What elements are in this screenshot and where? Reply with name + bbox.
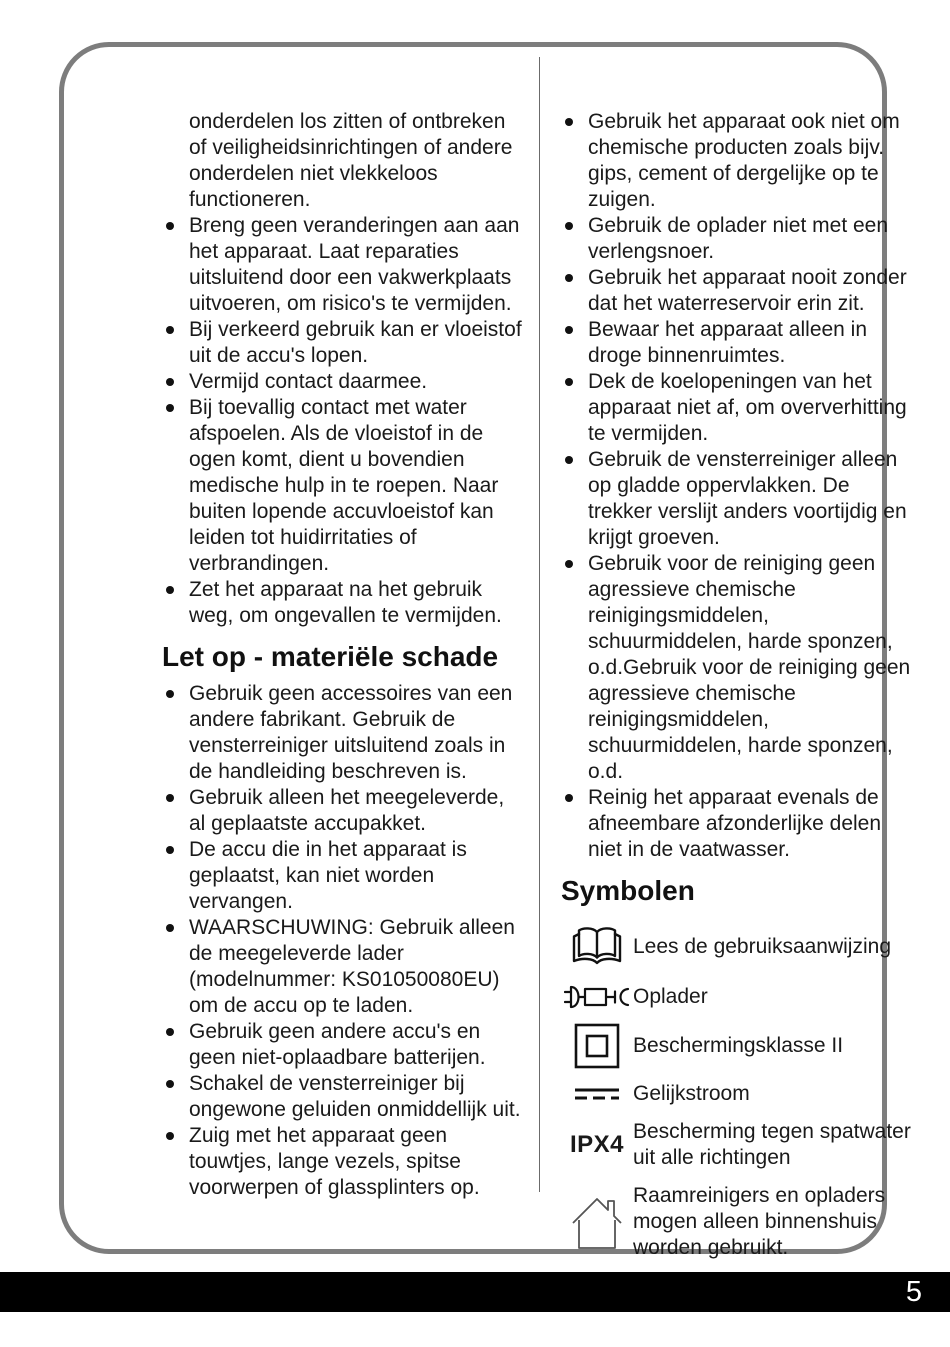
bullet-item: Bij toevallig contact met water afspoelen. Als de vloeistof in de ogen komt, dient u bovendien medische hulp in te roepen. Naar buiten lopende accuvloeistof kan leiden tot huidirritaties of verbrandingen. (162, 395, 523, 577)
bullet-item: Bewaar het apparaat alleen in droge binnenruimtes. (561, 317, 914, 369)
bullet-item: WAARSCHUWING: Gebruik alleen de meegeleverde lader (modelnummer: KS01050080EU) om de accu op te laden. (162, 915, 523, 1019)
symbol-label: Gelijkstroom (633, 1082, 750, 1105)
bullet-item: Gebruik geen accessoires van een andere fabrikant. Gebruik de vensterreiniger uitsluitend zoals in de handleiding beschreven is. (162, 681, 523, 785)
bullet-item: Schakel de vensterreiniger bij ongewone geluiden onmiddellijk uit. (162, 1071, 523, 1123)
symbol-row-ipx4 (561, 1119, 914, 1171)
material-damage-bullet-list (162, 681, 523, 1201)
ipx4-code: IPX4 (569, 1131, 625, 1158)
right-bullet-list (561, 109, 914, 863)
page-border-frame (59, 42, 911, 1259)
symbol-label: Bescherming tegen spatwater uit alle richtingen (633, 1120, 911, 1169)
symbol-row-protection-class (561, 1023, 914, 1069)
bullet-item: Gebruik voor de reiniging geen agressieve chemische reinigingsmiddelen, schuurmiddelen, harde sponzen, o.d.Gebruik voor de reiniging geen agressieve chemische reinigingsmiddelen, schuurmiddelen, harde sponzen, o.d. (561, 551, 914, 785)
protection-class-2-icon (561, 1023, 633, 1069)
footer-bar (0, 1272, 950, 1312)
symbol-row-direct-current (561, 1081, 914, 1107)
bullet-item: Vermijd contact daarmee. (162, 369, 523, 395)
bullet-item: Gebruik de vensterreiniger alleen op gladde oppervlakken. De trekker verslijt anders voortijdig en krijgt groeven. (561, 447, 914, 551)
bullet-item: Gebruik de oplader niet met een verlengsnoer. (561, 213, 914, 265)
symbol-label: Beschermingsklasse II (633, 1034, 844, 1057)
bullet-item: Reinig het apparaat evenals de afneembare afzonderlijke delen niet in de vaatwasser. (561, 785, 914, 863)
symbol-row-read-manual (561, 923, 914, 971)
bullet-item: Gebruik het apparaat ook niet om chemische producten zoals bijv. gips, cement of dergelijke op te zuigen. (561, 109, 914, 213)
bullet-item: Zet het apparaat na het gebruik weg, om ongevallen te vermijden. (162, 577, 523, 629)
symbol-label: Raamreinigers en opladers mogen alleen binnenshuis worden gebruikt. (633, 1184, 886, 1259)
house-indoor-use-icon (561, 1192, 633, 1252)
bullet-item: Gebruik geen andere accu's en geen niet-oplaadbare batterijen. (162, 1019, 523, 1071)
symbols-heading: Symbolen (561, 875, 695, 906)
bullet-item: De accu die in het apparaat is geplaatst, kan niet worden vervangen. (162, 837, 523, 915)
material-damage-heading: Let op - materiële schade (162, 641, 499, 672)
direct-current-icon (561, 1086, 633, 1102)
symbol-label: Oplader (633, 985, 708, 1008)
symbol-label: Lees de gebruiksaanwijzing (633, 935, 891, 958)
charger-icon (561, 983, 633, 1011)
content-columns (162, 109, 914, 1273)
symbols-table (561, 923, 914, 1261)
bullet-item: Breng geen veranderingen aan aan het apparaat. Laat reparaties uitsluitend door een vakwerkplaats uitvoeren, om risico's te vermijden. (162, 213, 523, 317)
bullet-item: Gebruik het apparaat nooit zonder dat het waterreservoir erin zit. (561, 265, 914, 317)
symbol-row-charger (561, 983, 914, 1011)
bullet-item: Zuig met het apparaat geen touwtjes, lange vezels, spitse voorwerpen of glassplinters op. (162, 1123, 523, 1201)
left-column (162, 109, 539, 1273)
bullet-item: Gebruik alleen het meegeleverde, al geplaatste accupakket. (162, 785, 523, 837)
open-book-icon (561, 923, 633, 971)
symbol-row-indoor-use (561, 1183, 914, 1261)
bullet-item: Dek de koelopeningen van het apparaat niet af, om oververhitting te vermijden. (561, 369, 914, 447)
warning-bullet-list (162, 213, 523, 629)
page-number: 5 (905, 1276, 922, 1308)
right-column (539, 109, 914, 1273)
bullet-item: Bij verkeerd gebruik kan er vloeistof uit de accu's lopen. (162, 317, 523, 369)
intro-continuation-text: onderdelen los zitten of ontbreken of veiligheidsinrichtingen of andere onderdelen niet vlekkeloos functioneren. (189, 110, 513, 211)
